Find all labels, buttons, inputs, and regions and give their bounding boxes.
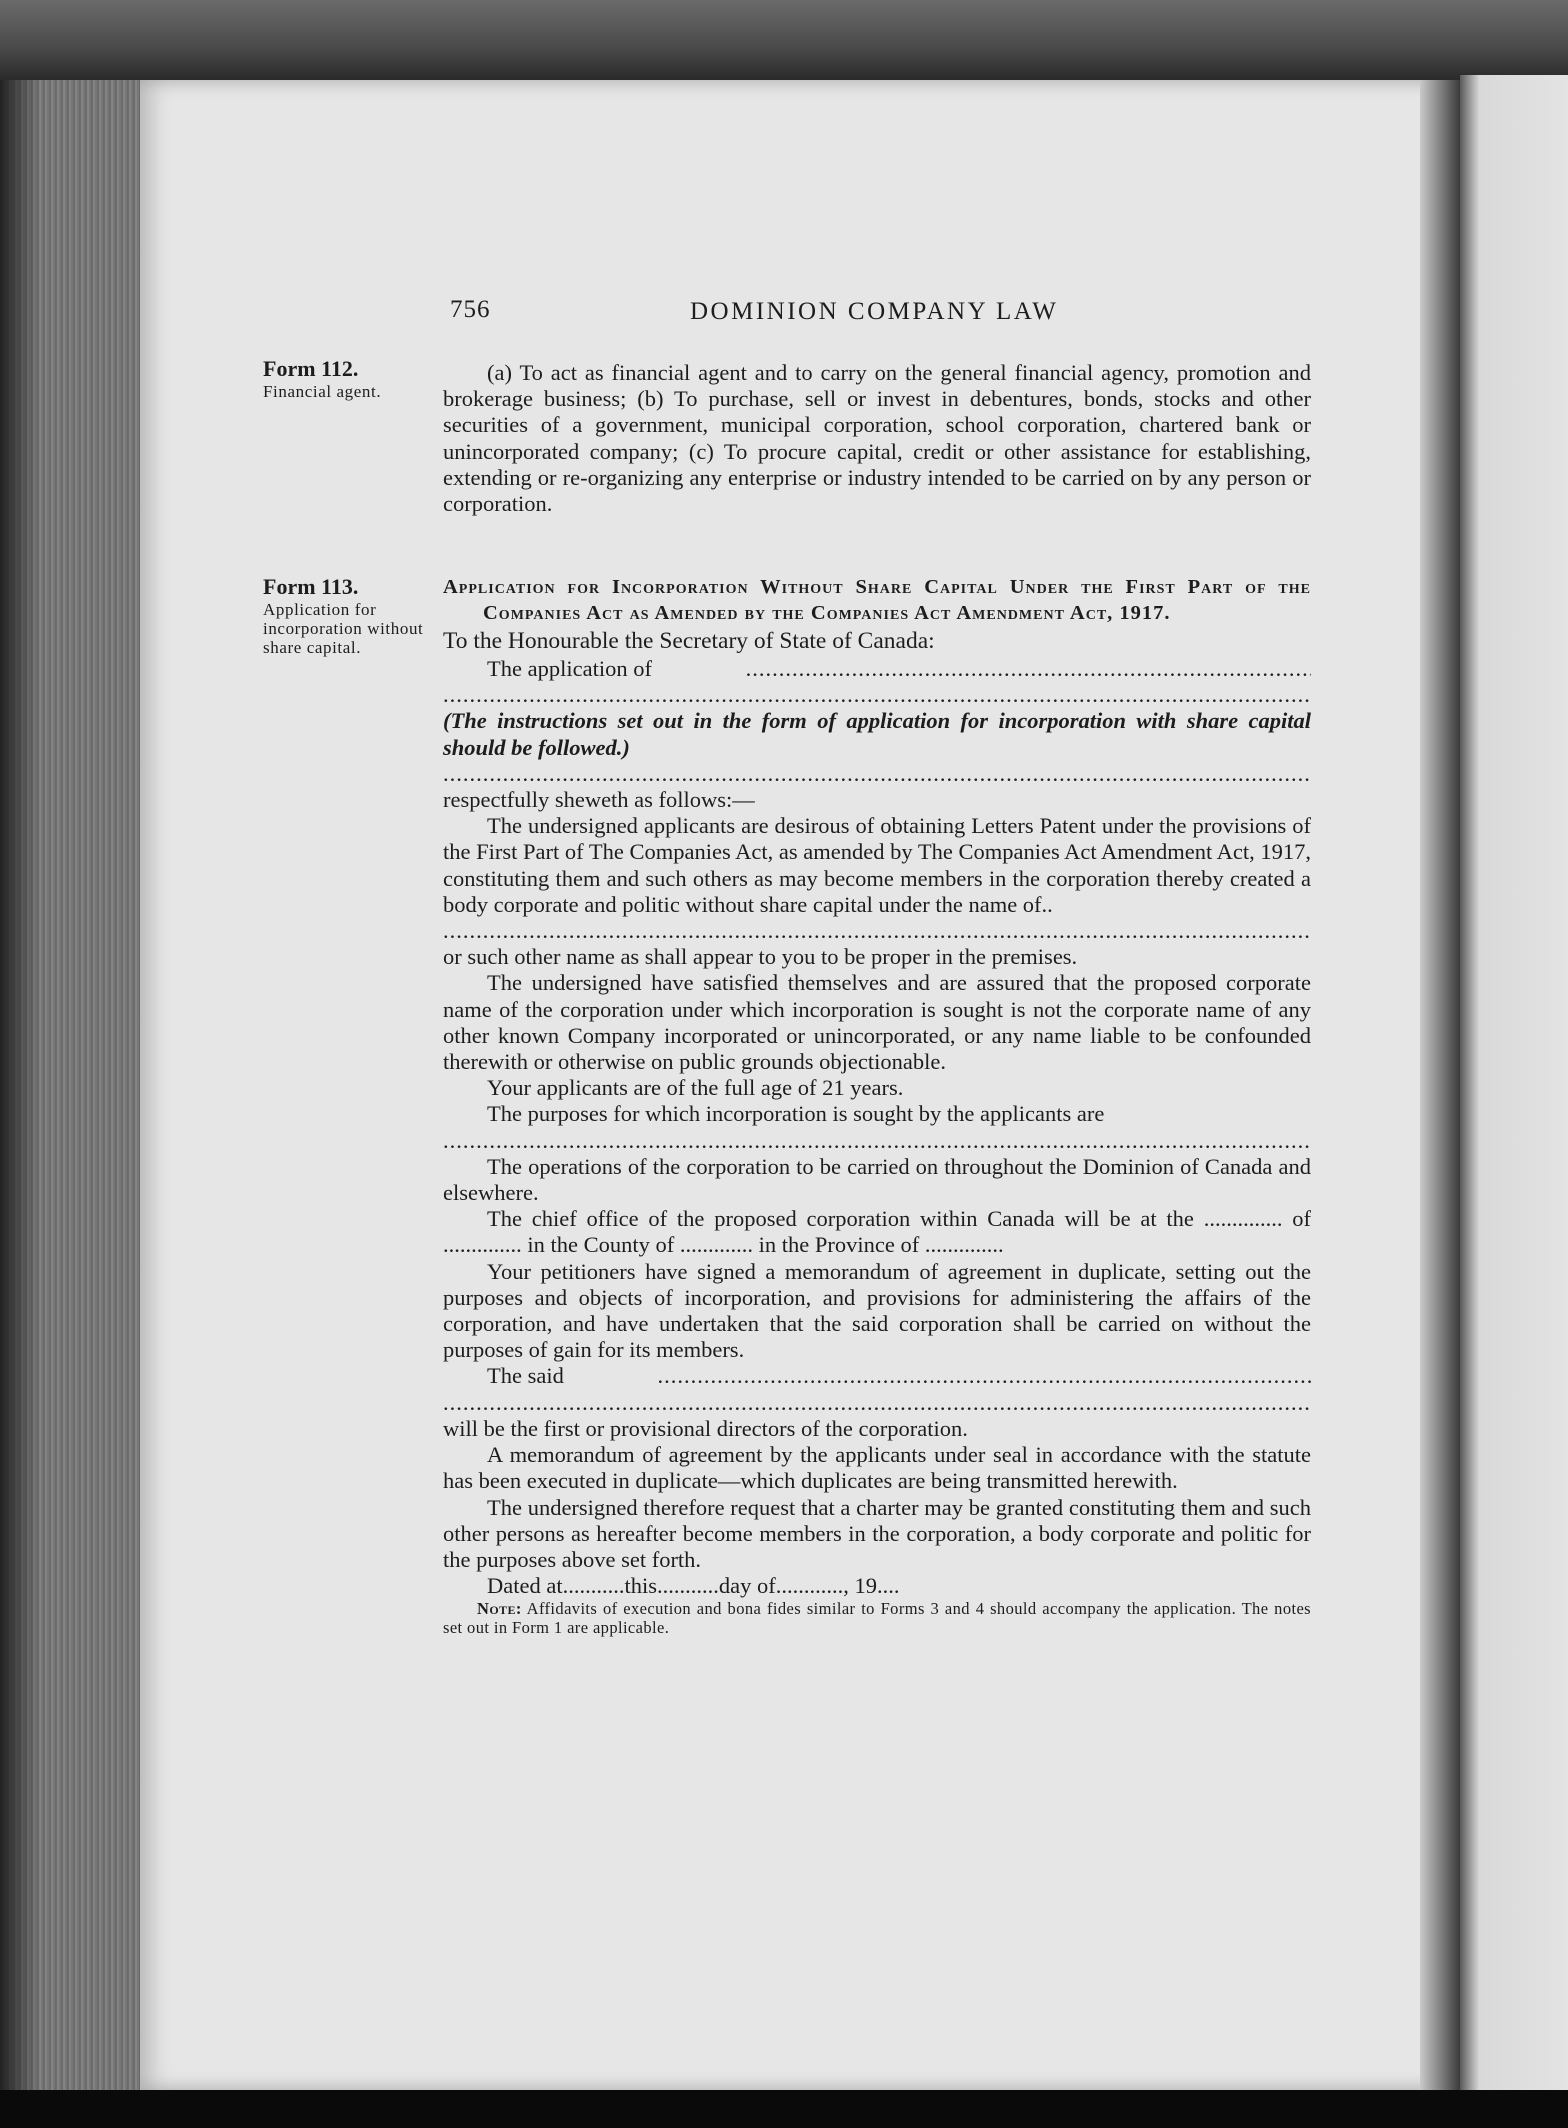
page-number: 756 (450, 296, 491, 323)
para-letters-patent: The undersigned applicants are desirous of obtaining Letters Patent under the provisions of the First Part of The Companies Act, as amended by The Companies Act Amendment Act, 1917, constituting them and such others as may become members in the corporation thereby created a body corporate and politic without share capital under the name of.. (443, 813, 1311, 917)
application-of-label: The application of (487, 656, 652, 681)
form112-label: Form 112. (263, 356, 359, 381)
instructions: (The instructions set out in the form of application for incorporation with share capital should be followed.) (443, 708, 1311, 760)
para-operations: The operations of the corporation to be carried on throughout the Dominion of Canada and elsewhere. (443, 1153, 1311, 1206)
form113-margin (263, 574, 448, 657)
form112-side-note: Financial agent. (263, 382, 382, 401)
form112-margin (263, 356, 448, 401)
blank-dots (443, 682, 1311, 708)
blank-line (443, 682, 1311, 708)
para-memorandum: Your petitioners have signed a memorandum of agreement in duplicate, setting out the purposes and objects of incorporation, and provisions for administering the affairs of the corporation, and have undertaken that the said corporation shall be carried on without the purposes of gain for its members. (443, 1258, 1311, 1363)
blank-dots (443, 918, 1311, 944)
blank-line (443, 1390, 1311, 1416)
directors: will be the first or provisional directors of the corporation. (443, 1415, 968, 1441)
running-head: DOMINION COMPANY LAW (690, 298, 1059, 325)
note-text: Affidavits of execution and bona fides similar to Forms 3 and 4 should accompany the application. The notes set out in Form 1 are applicable. (443, 1599, 1312, 1638)
blank-dots (702, 656, 1311, 682)
para-request-charter: The undersigned therefore request that a charter may be granted constituting them and such other persons as hereafter become members in the corporation, a body corporate and politic for the purposes above set forth. (443, 1494, 1311, 1572)
para-satisfied: The undersigned have satisfied themselves and are assured that the proposed corporate name of the corporation under which incorporation is sought is not the corporate name of any other known Company incorporated or unincorporated, or any name liable to be confounded therewith or otherwise on public grounds objectionable. (443, 970, 1311, 1075)
form113-side-note: Application for incorporation without share capital. (263, 600, 424, 657)
blank-dots (613, 1363, 1311, 1389)
blank-line (443, 918, 1311, 944)
the-said-label: The said (487, 1363, 564, 1389)
application-of-line (443, 656, 1311, 682)
dated-line: Dated at...........this...........day of............, 19.... (487, 1573, 900, 1599)
form113-label: Form 113. (263, 574, 359, 599)
para-under-seal: A memorandum of agreement by the applicants under seal in accordance with the statute has been executed in duplicate—which duplicates are being transmitted herewith. (443, 1442, 1311, 1494)
para-purposes: The purposes for which incorporation is sought by the applicants are (487, 1101, 1105, 1127)
blank-line (443, 1128, 1311, 1154)
or-such-name: or such other name as shall appear to you to be proper in the premises. (443, 944, 1078, 970)
blank-line (443, 761, 1311, 787)
page-header (450, 296, 1350, 332)
note-lead: Note: (477, 1599, 522, 1619)
para-chief-office: The chief office of the proposed corporation within Canada will be at the .............. of .............. in the County of ............. in the Province of .............. (443, 1206, 1311, 1258)
form112-text: (a) To act as financial agent and to carry on the general financial agency, promotion and brokerage business; (b) To purchase, sell or invest in debentures, bonds, stocks and other securities of a government, municipal corporation, school corporation, chartered bank or unincorporated company; (c) To procure capital, credit or other assistance for establishing, extending or re-organizing any enterprise or industry intended to be carried on by any person or corporation. (443, 360, 1311, 517)
addressee: To the Honourable the Secretary of State of Canada: (443, 628, 935, 654)
form112-body (443, 360, 1311, 517)
form113-body (443, 574, 1311, 1637)
footnote (443, 1599, 1311, 1637)
blank-dots (443, 761, 1311, 787)
form113-heading: Application for Incorporation Without Share Capital Under the First Part of the Companies Act as Amended by the Companies Act Amendment Act, 1917. (443, 576, 1311, 624)
the-said-line (443, 1363, 1311, 1389)
blank-dots (443, 1128, 1311, 1154)
sheweth: respectfully sheweth as follows:— (443, 787, 755, 813)
blank-dots (443, 1390, 1311, 1416)
para-full-age: Your applicants are of the full age of 21 years. (487, 1075, 904, 1101)
